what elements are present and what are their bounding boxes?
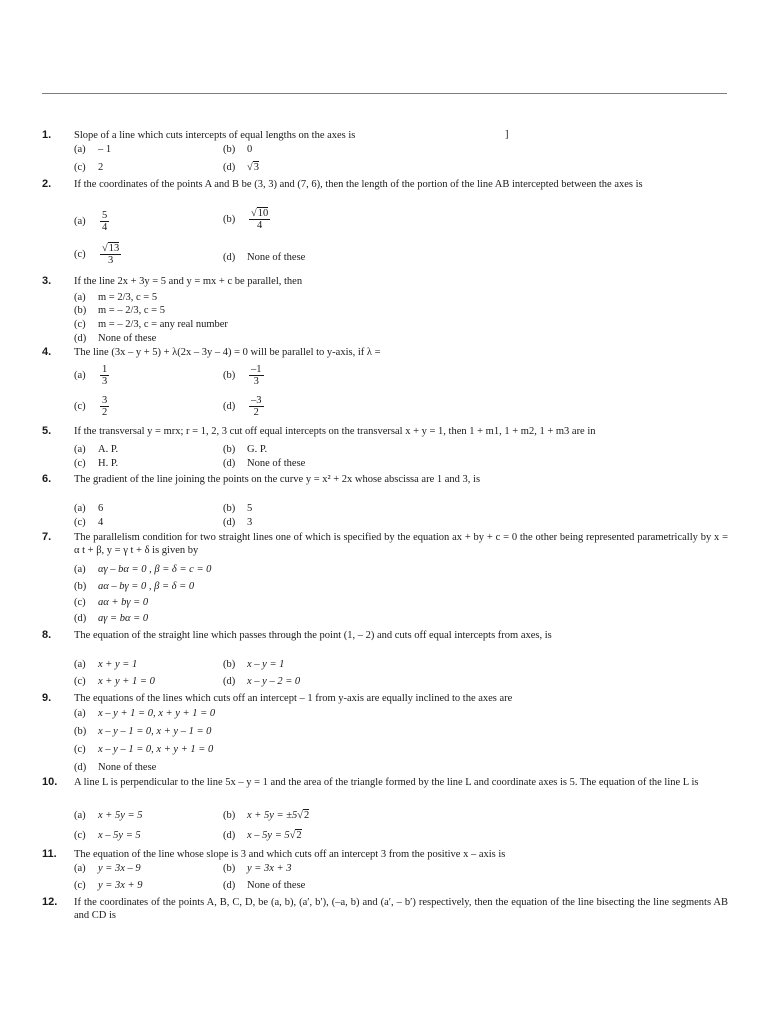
option-c: (c) 4	[74, 517, 104, 528]
option-d: (d) aγ = bα = 0	[74, 613, 149, 624]
option-c: (c) x – 5y = 5	[74, 830, 141, 841]
option-c: (c) x – y – 1 = 0, x + y + 1 = 0	[74, 744, 214, 755]
question-number: 10.	[42, 776, 58, 788]
option-a: (a) x + y = 1	[74, 659, 138, 670]
option-a: (a) x + 5y = 5	[74, 810, 143, 821]
question-number: 6.	[42, 473, 52, 485]
option-b: (b) x + 5y = ±5√2	[223, 810, 310, 821]
option-d: (d) None of these	[74, 333, 157, 344]
option-b: (b) $\frac{√10}{4}$	[223, 208, 269, 231]
question-10	[42, 776, 728, 789]
question-number: 8.	[42, 629, 52, 641]
option-d: (d) None of these	[223, 252, 306, 263]
question-6	[42, 473, 728, 486]
option-a: (a) y = 3x – 9	[74, 863, 141, 874]
question-number: 11.	[42, 848, 57, 860]
question-text: The parallelism condition for two straight lines one of which is specified by the equation ax + by + c = 0 the other being represented parametrically by x = α t + β, y = γ t + δ is given by	[74, 532, 728, 556]
question-1	[42, 129, 728, 142]
question-4	[42, 346, 728, 359]
question-text: The equation of the line whose slope is 3 and which cuts off an intercept 3 from the positive x – axis is	[74, 849, 506, 860]
question-number: 1.	[42, 129, 52, 141]
option-a: (a) 6	[74, 503, 104, 514]
option-a: (a) $\frac{5}{4}$	[74, 210, 108, 233]
question-text: If the transversal y = mrx; r = 1, 2, 3 cut off equal intercepts on the transversal x + y = 1, then 1 + m1, 1 + m2, 1 + m3 are in	[74, 426, 596, 437]
option-c: (c) 2	[74, 162, 104, 173]
option-b: (b) $\frac{-1}{3}$	[223, 364, 262, 387]
question-text: The gradient of the line joining the points on the curve y = x² + 2x whose abscissa are 1 and 3, is	[74, 474, 481, 485]
option-c: (c) y = 3x + 9	[74, 880, 143, 891]
option-b: (b) m = – 2/3, c = 5	[74, 305, 165, 316]
question-number: 4.	[42, 346, 52, 358]
option-b: (b) G. P.	[223, 444, 268, 455]
option-d: (d) 3	[223, 517, 253, 528]
option-d: (d) None of these	[223, 880, 306, 891]
option-d: (d) x – y – 2 = 0	[223, 676, 301, 687]
question-12	[42, 896, 728, 922]
question-2	[42, 178, 728, 191]
option-d: (d) x – 5y = 5√2	[223, 830, 302, 841]
option-b: (b) aα – bγ = 0 , β = δ = 0	[74, 581, 195, 592]
header-rule	[42, 93, 727, 94]
option-c: (c) x + y + 1 = 0	[74, 676, 155, 687]
option-b: (b) x – y – 1 = 0, x + y – 1 = 0	[74, 726, 212, 737]
question-text: A line L is perpendicular to the line 5x – y = 1 and the area of the triangle formed by the line L and coordinate axes is 5. The equation of the line L is	[74, 777, 699, 788]
question-5	[42, 425, 728, 438]
question-8	[42, 629, 728, 642]
question-number: 12.	[42, 896, 58, 908]
option-d: (d) √3	[223, 162, 260, 173]
answer-bracket: ]	[505, 129, 509, 140]
option-d: (d) None of these	[74, 762, 157, 773]
option-c: (c) aα + bγ = 0	[74, 597, 149, 608]
option-b: (b) y = 3x + 3	[223, 863, 292, 874]
question-number: 7.	[42, 531, 52, 543]
question-number: 2.	[42, 178, 52, 190]
option-b: (b) x – y = 1	[223, 659, 285, 670]
question-text: The equation of the straight line which passes through the point (1, – 2) and cuts off equal intercepts from axes, is	[74, 630, 552, 641]
question-number: 9.	[42, 692, 52, 704]
option-a: (a) $\frac{1}{3}$	[74, 364, 108, 387]
option-a: (a) – 1	[74, 144, 112, 155]
question-text: Slope of a line which cuts intercepts of equal lengths on the axes is	[74, 130, 356, 141]
option-d: (d) None of these	[223, 458, 306, 469]
option-a: (a) m = 2/3, c = 5	[74, 292, 158, 303]
question-9	[42, 692, 728, 705]
option-c: (c) $\frac{√13}{3}$	[74, 243, 120, 266]
option-c: (c) $\frac{3}{2}$	[74, 395, 108, 418]
question-3	[42, 275, 728, 288]
question-text: The equations of the lines which cuts off an intercept – 1 from y-axis are equally inclined to the axes are	[74, 693, 513, 704]
question-number: 5.	[42, 425, 52, 437]
question-text: If the line 2x + 3y = 5 and y = mx + c be parallel, then	[74, 276, 303, 287]
option-a: (a) A. P.	[74, 444, 119, 455]
question-11	[42, 848, 728, 861]
option-c: (c) H. P.	[74, 458, 119, 469]
question-text: If the coordinates of the points A and B be (3, 3) and (7, 6), then the length of the portion of the line AB intercepted between the axes is	[74, 179, 643, 190]
option-d: (d) $\frac{-3}{2}$	[223, 395, 262, 418]
question-number: 3.	[42, 275, 52, 287]
question-7	[42, 531, 728, 557]
question-text: If the coordinates of the points A, B, C, D, be (a, b), (a′, b′), (–a, b) and (a′, – b′) respectively, then the equation of the line bisecting the line segments AB and CD is	[74, 897, 728, 921]
option-a: (a) x – y + 1 = 0, x + y + 1 = 0	[74, 708, 216, 719]
option-b: (b) 5	[223, 503, 253, 514]
option-b: (b) 0	[223, 144, 253, 155]
option-a: (a) αγ – bα = 0 , β = δ = c = 0	[74, 564, 212, 575]
option-c: (c) m = – 2/3, c = any real number	[74, 319, 228, 330]
question-text: The line (3x – y + 5) + λ(2x – 3y – 4) = 0 will be parallel to y-axis, if λ =	[74, 347, 381, 358]
